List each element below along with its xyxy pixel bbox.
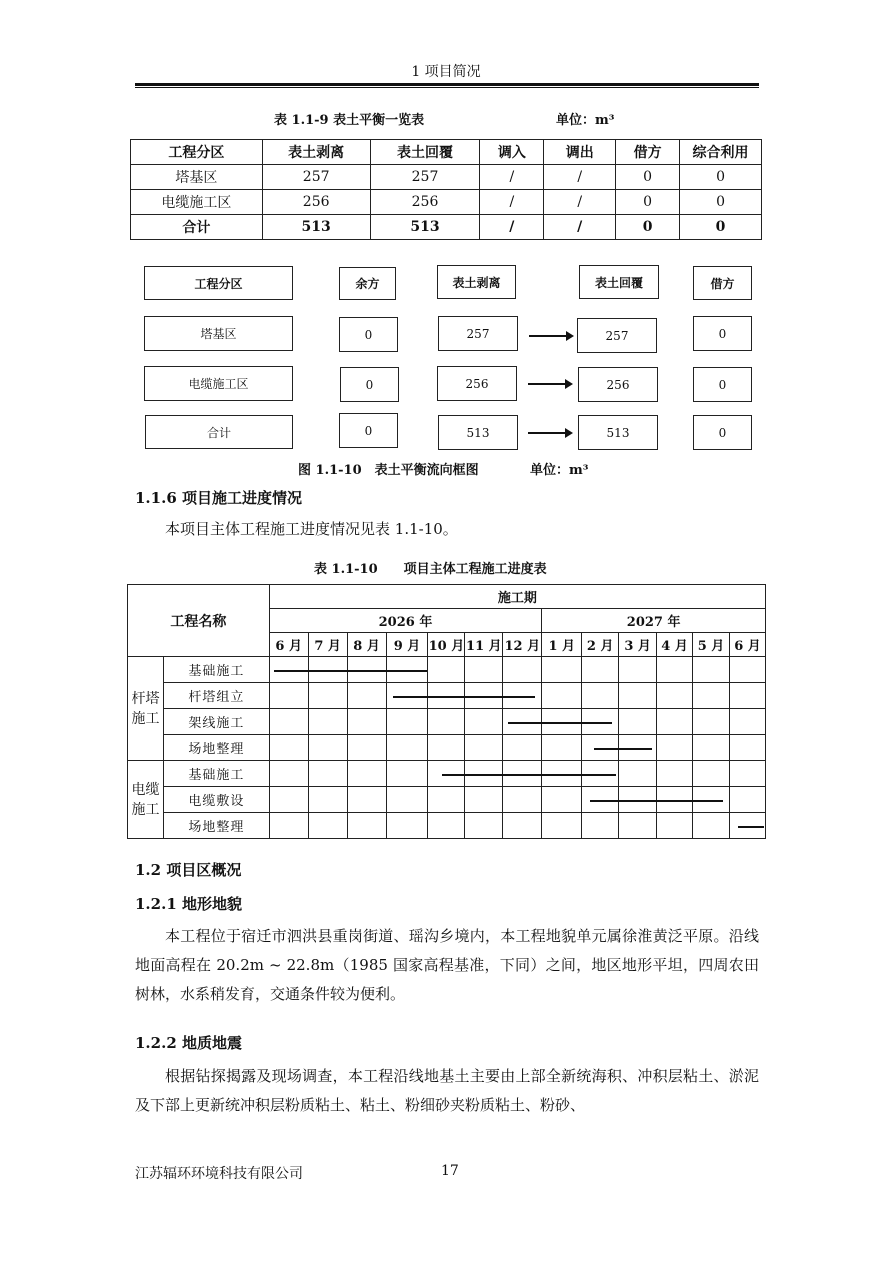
flow-header-borrow: 借方 bbox=[693, 266, 752, 300]
body-paragraph: 根据钻探揭露及现场调查，本工程沿线地基土主要由上部全新统海积、冲积层粘土、淤泥及下部上更新统冲积层粉质粘土、粘土、粉细砂夹粉质粘土、粉砂、 bbox=[135, 1067, 759, 1114]
flow-zone-box: 合计 bbox=[145, 415, 293, 449]
table-cell: 513 bbox=[370, 215, 480, 240]
schedule-cell bbox=[308, 683, 347, 709]
schedule-cell bbox=[657, 761, 693, 787]
schedule-cell bbox=[465, 735, 503, 761]
table-header-row bbox=[128, 585, 766, 609]
schedule-cell bbox=[619, 761, 657, 787]
column-header: 综合利用 bbox=[680, 140, 762, 165]
table-1-1-9-caption: 表 1.1-9 表土平衡一览表 bbox=[274, 113, 425, 128]
schedule-cell bbox=[503, 787, 542, 813]
schedule-cell bbox=[386, 735, 428, 761]
task-name-cell: 架线施工 bbox=[163, 709, 269, 735]
task-name-cell: 杆塔组立 bbox=[163, 683, 269, 709]
schedule-cell bbox=[465, 787, 503, 813]
table-total-row bbox=[131, 215, 762, 240]
footer-company: 江苏辐环环境科技有限公司 bbox=[135, 1166, 303, 1182]
schedule-cell bbox=[269, 735, 308, 761]
schedule-cell bbox=[347, 813, 386, 839]
schedule-cell bbox=[693, 735, 730, 761]
table-cell: 0 bbox=[616, 190, 680, 215]
flow-header-zone: 工程分区 bbox=[144, 266, 293, 300]
flow-strip-box: 513 bbox=[438, 415, 518, 450]
header-rule-thick bbox=[135, 83, 759, 86]
schedule-cell bbox=[582, 813, 619, 839]
schedule-cell bbox=[582, 683, 619, 709]
flow-borrow-box: 0 bbox=[693, 415, 752, 450]
schedule-cell bbox=[542, 813, 582, 839]
column-header: 工程分区 bbox=[131, 140, 263, 165]
schedule-cell bbox=[308, 709, 347, 735]
schedule-row bbox=[128, 657, 766, 683]
table-cell: 0 bbox=[680, 215, 762, 240]
schedule-cell bbox=[542, 657, 582, 683]
task-name-cell: 基础施工 bbox=[163, 761, 269, 787]
schedule-cell bbox=[729, 683, 765, 709]
task-name-cell: 场地整理 bbox=[163, 813, 269, 839]
flow-surplus-box: 0 bbox=[339, 413, 398, 448]
month-header: 6 月 bbox=[729, 633, 765, 657]
month-header: 5 月 bbox=[693, 633, 730, 657]
table-row bbox=[131, 190, 762, 215]
column-header: 调出 bbox=[544, 140, 616, 165]
month-header: 10 月 bbox=[428, 633, 465, 657]
flow-strip-box: 256 bbox=[437, 366, 517, 401]
table-1-1-9 bbox=[130, 139, 762, 240]
table-cell: 513 bbox=[262, 215, 370, 240]
month-header: 6 月 bbox=[269, 633, 308, 657]
schedule-cell bbox=[542, 735, 582, 761]
schedule-cell bbox=[465, 657, 503, 683]
year-header: 2027 年 bbox=[542, 609, 766, 633]
month-header: 12 月 bbox=[503, 633, 542, 657]
schedule-cell bbox=[542, 787, 582, 813]
schedule-cell bbox=[386, 813, 428, 839]
flow-zone-box: 电缆施工区 bbox=[144, 366, 293, 401]
schedule-cell bbox=[729, 709, 765, 735]
group-name-cell: 电缆 施工 bbox=[128, 761, 164, 839]
table-cell: 合计 bbox=[131, 215, 263, 240]
table-cell: 0 bbox=[616, 215, 680, 240]
flow-surplus-box: 0 bbox=[340, 367, 399, 402]
section-heading: 1.2.2 地质地震 bbox=[135, 1034, 242, 1052]
schedule-row bbox=[128, 813, 766, 839]
gantt-bar bbox=[442, 774, 616, 776]
schedule-row bbox=[128, 709, 766, 735]
schedule-cell bbox=[693, 683, 730, 709]
schedule-row bbox=[128, 735, 766, 761]
flow-cover-box: 256 bbox=[578, 367, 658, 402]
year-header: 2026 年 bbox=[269, 609, 542, 633]
schedule-cell bbox=[657, 813, 693, 839]
table-cell: 257 bbox=[370, 165, 480, 190]
table-cell: 257 bbox=[262, 165, 370, 190]
schedule-cell bbox=[269, 787, 308, 813]
table-cell: / bbox=[480, 190, 544, 215]
table-cell: 256 bbox=[370, 190, 480, 215]
month-header: 3 月 bbox=[619, 633, 657, 657]
section-heading: 1.2.1 地形地貌 bbox=[135, 895, 242, 913]
column-header: 调入 bbox=[480, 140, 544, 165]
running-header: 1 项目简况 bbox=[411, 64, 481, 80]
schedule-cell bbox=[347, 735, 386, 761]
schedule-cell bbox=[582, 657, 619, 683]
schedule-cell bbox=[428, 657, 465, 683]
schedule-cell bbox=[657, 735, 693, 761]
figure-1-1-10-caption: 图 1.1-10 表土平衡流向框图 bbox=[298, 463, 479, 478]
schedule-cell bbox=[693, 761, 730, 787]
month-header: 7 月 bbox=[308, 633, 347, 657]
month-header: 9 月 bbox=[386, 633, 428, 657]
schedule-cell bbox=[503, 813, 542, 839]
flow-cover-box: 257 bbox=[577, 318, 657, 353]
month-header: 4 月 bbox=[657, 633, 693, 657]
group-name-cell: 杆塔 施工 bbox=[128, 657, 164, 761]
schedule-cell bbox=[308, 813, 347, 839]
schedule-cell bbox=[386, 787, 428, 813]
table-header-row bbox=[131, 140, 762, 165]
header-rule-thin bbox=[135, 87, 759, 88]
schedule-cell bbox=[428, 787, 465, 813]
schedule-cell bbox=[428, 735, 465, 761]
schedule-cell bbox=[465, 813, 503, 839]
schedule-cell bbox=[308, 787, 347, 813]
table-cell: / bbox=[480, 215, 544, 240]
schedule-cell bbox=[729, 735, 765, 761]
task-name-cell: 电缆敷设 bbox=[163, 787, 269, 813]
table-row bbox=[131, 165, 762, 190]
table-cell: 0 bbox=[680, 190, 762, 215]
schedule-cell bbox=[693, 657, 730, 683]
schedule-cell bbox=[729, 787, 765, 813]
body-paragraph: 本工程位于宿迁市泗洪县重岗街道、瑶沟乡境内，本工程地貌单元属徐淮黄泛平原。沿线地面高程在 20.2m ~ 22.8m（1985 国家高程基准，下同）之间，地区地形平坦，四周农田树林，水系稍发育，交通条件较为便利。 bbox=[135, 927, 759, 1003]
flow-borrow-box: 0 bbox=[693, 316, 752, 351]
flow-arrow bbox=[528, 432, 566, 434]
flow-header-strip: 表土剥离 bbox=[437, 265, 516, 299]
table-cell: / bbox=[544, 215, 616, 240]
schedule-cell bbox=[693, 813, 730, 839]
schedule-cell bbox=[428, 813, 465, 839]
schedule-cell bbox=[657, 709, 693, 735]
period-header: 施工期 bbox=[269, 585, 765, 609]
figure-1-1-10-unit: 单位：m³ bbox=[530, 463, 589, 478]
gantt-bar bbox=[393, 696, 535, 698]
page-number: 17 bbox=[441, 1163, 459, 1179]
table-1-1-10-caption: 表 1.1-10 项目主体工程施工进度表 bbox=[314, 562, 547, 577]
column-header: 表土回覆 bbox=[370, 140, 480, 165]
schedule-cell bbox=[657, 657, 693, 683]
table-cell: 0 bbox=[616, 165, 680, 190]
schedule-cell bbox=[308, 761, 347, 787]
name-header: 工程名称 bbox=[128, 585, 270, 657]
month-header: 8 月 bbox=[347, 633, 386, 657]
schedule-cell bbox=[269, 761, 308, 787]
flow-arrow bbox=[528, 383, 566, 385]
flow-header-surplus: 余方 bbox=[339, 267, 396, 300]
schedule-cell bbox=[347, 761, 386, 787]
schedule-cell bbox=[619, 709, 657, 735]
gantt-bar bbox=[738, 826, 764, 828]
schedule-cell bbox=[465, 709, 503, 735]
table-cell: / bbox=[544, 190, 616, 215]
schedule-cell bbox=[308, 735, 347, 761]
section-heading: 1.1.6 项目施工进度情况 bbox=[135, 489, 302, 507]
table-cell: 电缆施工区 bbox=[131, 190, 263, 215]
schedule-cell bbox=[269, 813, 308, 839]
flow-cover-box: 513 bbox=[578, 415, 658, 450]
schedule-cell bbox=[693, 709, 730, 735]
schedule-cell bbox=[619, 683, 657, 709]
flow-borrow-box: 0 bbox=[693, 367, 752, 402]
month-header: 2 月 bbox=[582, 633, 619, 657]
schedule-cell bbox=[729, 657, 765, 683]
table-cell: 塔基区 bbox=[131, 165, 263, 190]
schedule-cell bbox=[729, 761, 765, 787]
schedule-cell bbox=[386, 709, 428, 735]
schedule-cell bbox=[542, 683, 582, 709]
schedule-cell bbox=[386, 761, 428, 787]
schedule-cell bbox=[347, 709, 386, 735]
column-header: 借方 bbox=[616, 140, 680, 165]
flow-strip-box: 257 bbox=[438, 316, 518, 351]
flow-zone-box: 塔基区 bbox=[144, 316, 293, 351]
table-1-1-9-unit: 单位：m³ bbox=[556, 113, 615, 128]
schedule-cell bbox=[503, 735, 542, 761]
schedule-cell bbox=[269, 683, 308, 709]
schedule-cell bbox=[428, 709, 465, 735]
table-cell: / bbox=[480, 165, 544, 190]
schedule-cell bbox=[347, 787, 386, 813]
month-header: 11 月 bbox=[465, 633, 503, 657]
table-cell: 256 bbox=[262, 190, 370, 215]
body-paragraph: 本项目主体工程施工进度情况见表 1.1-10。 bbox=[165, 520, 458, 538]
flow-arrow bbox=[529, 335, 567, 337]
gantt-bar bbox=[590, 800, 723, 802]
schedule-cell bbox=[269, 709, 308, 735]
schedule-cell bbox=[657, 683, 693, 709]
schedule-cell bbox=[619, 813, 657, 839]
flow-surplus-box: 0 bbox=[339, 317, 398, 352]
gantt-bar bbox=[594, 748, 652, 750]
column-header: 表土剥离 bbox=[262, 140, 370, 165]
schedule-cell bbox=[347, 683, 386, 709]
task-name-cell: 场地整理 bbox=[163, 735, 269, 761]
gantt-bar bbox=[508, 722, 612, 724]
flow-header-cover: 表土回覆 bbox=[579, 265, 659, 299]
schedule-body bbox=[128, 657, 766, 839]
table-cell: / bbox=[544, 165, 616, 190]
task-name-cell: 基础施工 bbox=[163, 657, 269, 683]
schedule-cell bbox=[503, 657, 542, 683]
gantt-bar bbox=[274, 670, 427, 672]
table-cell: 0 bbox=[680, 165, 762, 190]
month-header: 1 月 bbox=[542, 633, 582, 657]
section-heading: 1.2 项目区概况 bbox=[135, 861, 242, 879]
schedule-cell bbox=[619, 657, 657, 683]
